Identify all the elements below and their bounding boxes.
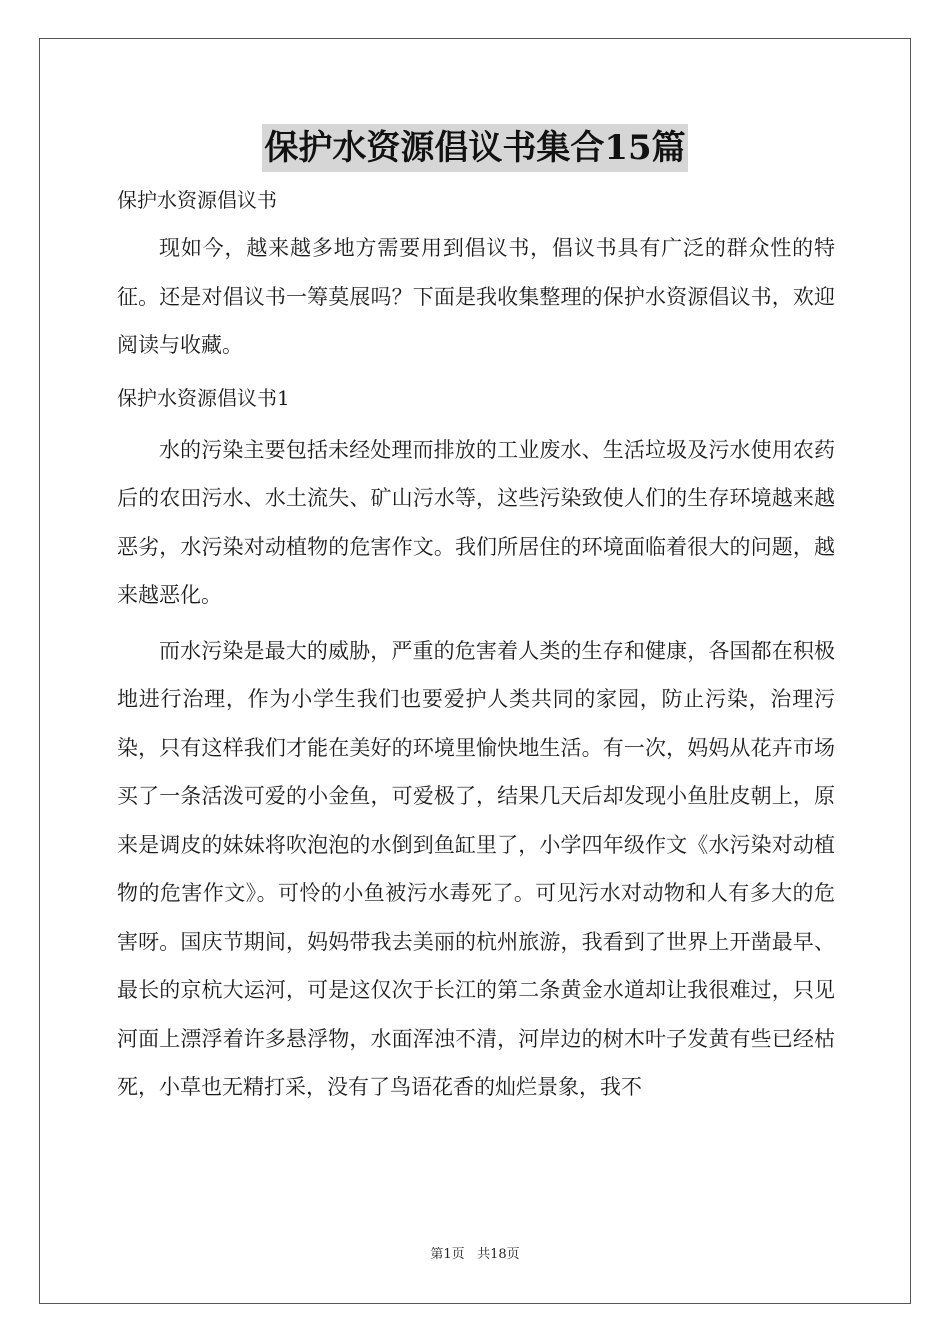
section-1-heading: 保护水资源倡议书1 xyxy=(117,385,290,410)
document-subheading: 保护水资源倡议书 xyxy=(117,188,277,212)
page-footer xyxy=(0,1246,950,1264)
intro-paragraph: 现如今，越来越多地方需要用到倡议书，倡议书具有广泛的群众性的特征。还是对倡议书一筹莫展吗？下面是我收集整理的保护水资源倡议书，欢迎阅读与收藏。 xyxy=(117,236,835,357)
section-1-paragraph-1: 水的污染主要包括未经处理而排放的工业废水、生活垃圾及污水使用农药后的农田污水、水土流失、矿山污水等，这些污染致使人们的生存环境越来越恶劣，水污染对动植物的危害作文。我们所居住的环境面临着很大的问题，越来越恶化。 xyxy=(117,437,835,607)
page-total: 共18页 xyxy=(477,1247,520,1262)
title-container xyxy=(0,124,950,172)
page-number: 第1页 xyxy=(430,1247,465,1262)
document-body xyxy=(117,180,835,1112)
document-title: 保护水资源倡议书集合15篇 xyxy=(262,124,687,172)
section-1-paragraph-2: 而水污染是最大的威胁，严重的危害着人类的生存和健康，各国都在积极地进行治理，作为小学生我们也要爱护人类共同的家园，防止污染，治理污染，只有这样我们才能在美好的环境里愉快地生活。有一次，妈妈从花卉市场买了一条活泼可爱的小金鱼，可爱极了，结果几天后却发现小鱼肚皮朝上，原来是调皮的妹妹将吹泡泡的水倒到鱼缸里了，小学四年级作文《水污染对动植物的危害作文》。可怜的小鱼被污水毒死了。可见污水对动物和人有多大的危害呀。国庆节期间，妈妈带我去美丽的杭州旅游，我看到了世界上开凿最早、最长的京杭大运河，可是这仅次于长江的第二条黄金水道却让我很难过，只见河面上漂浮着许多悬浮物，水面浑浊不清，河岸边的树木叶子发黄有些已经枯死，小草也无精打采，没有了鸟语花香的灿烂景象，我不 xyxy=(117,638,835,1099)
